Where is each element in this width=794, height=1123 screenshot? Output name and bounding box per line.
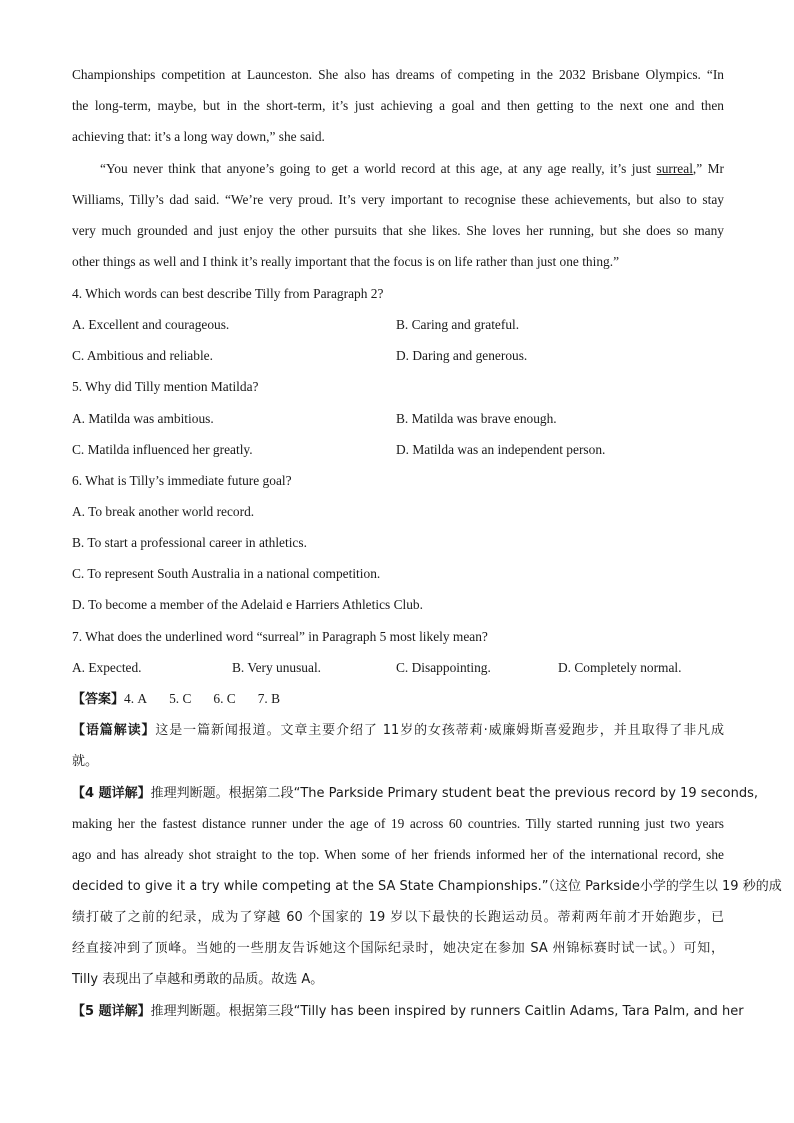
- question-stem: 6. What is Tilly’s immediate future goal?: [72, 473, 292, 488]
- answer-label: 【答案】: [72, 692, 125, 707]
- passage-line: very much grounded and just enjoy the other pursuits that she likes. She loves her running, but she does so many: [72, 223, 724, 238]
- option-6d: D. To become a member of the Adelaid e Harriers Athletics Club.: [72, 597, 423, 612]
- detail-line: 【5 题详解】推理判断题。根据第三段“Tilly has been inspired by runners Caitlin Adams, Tara Palm, and her: [72, 1004, 744, 1019]
- option-6a: A. To break another world record.: [72, 504, 255, 519]
- option-7a: A. Expected.: [72, 660, 142, 675]
- option-7d: D. Completely normal.: [558, 660, 682, 675]
- option-4d: D. Daring and generous.: [396, 348, 528, 363]
- option-6c: C. To represent South Australia in a national competition.: [72, 566, 381, 581]
- option-5b: B. Matilda was brave enough.: [396, 411, 557, 426]
- analysis-label: 【语篇解读】: [72, 723, 156, 738]
- option-4c: C. Ambitious and reliable.: [72, 348, 213, 363]
- passage-line: other things as well and I think it’s really important that the focus is on life rather than just one thing.”: [72, 254, 620, 269]
- analysis-line: 就。: [72, 754, 99, 769]
- detail-line: 绩打破了之前的纪录，成为了穿越 60 个国家的 19 岁以下最快的长跑运动员。蒂莉两年前才开始跑步，已: [72, 910, 724, 925]
- passage-line: Championships competition at Launceston. She also has dreams of competing in the 2032 Brisbane Olympics. “In: [72, 67, 724, 82]
- underlined-word: surreal: [656, 161, 693, 176]
- detail-line: 经直接冲到了顶峰。当她的一些朋友告诉她这个国际纪录时，她决定在参加 SA 州锦标赛时试一试。）可知，: [72, 941, 724, 956]
- detail5-label: 【5 题详解】: [72, 1004, 151, 1019]
- passage-line: achieving that: it’s a long way down,” she said.: [72, 129, 325, 144]
- option-4a: A. Excellent and courageous.: [72, 317, 230, 332]
- question-stem: 7. What does the underlined word “surreal” in Paragraph 5 most likely mean?: [72, 629, 488, 644]
- question-stem: 4. Which words can best describe Tilly from Paragraph 2?: [72, 286, 384, 301]
- passage-line: the long-term, maybe, but in the short-term, it’s just achieving a goal and then getting to the next one and then: [72, 98, 724, 113]
- option-7b: B. Very unusual.: [232, 660, 322, 675]
- option-5a: A. Matilda was ambitious.: [72, 411, 214, 426]
- detail-line: ago and has already shot straight to the top. When some of her friends informed her of the international record, she: [72, 847, 724, 862]
- option-5c: C. Matilda influenced her greatly.: [72, 442, 253, 457]
- passage-line: “You never think that anyone’s going to get a world record at this age, at any age really, it’s just surreal,” Mr: [100, 161, 724, 176]
- option-6b: B. To start a professional career in athletics.: [72, 535, 307, 550]
- detail-line: Tilly 表现出了卓越和勇敢的品质。故选 A。: [72, 972, 324, 987]
- option-5d: D. Matilda was an independent person.: [396, 442, 606, 457]
- option-4b: B. Caring and grateful.: [396, 317, 520, 332]
- option-7c: C. Disappointing.: [396, 660, 491, 675]
- detail-line: making her the fastest distance runner under the age of 19 across 60 countries. Tilly started running just two years: [72, 816, 724, 831]
- detail4-label: 【4 题详解】: [72, 786, 151, 801]
- question-stem: 5. Why did Tilly mention Matilda?: [72, 379, 259, 394]
- detail-line: 【4 题详解】推理判断题。根据第二段“The Parkside Primary student beat the previous record by 19 seconds,: [72, 786, 758, 801]
- analysis-line: 【语篇解读】这是一篇新闻报道。文章主要介绍了 11岁的女孩蒂莉·威廉姆斯喜爱跑步，并且取得了非凡成: [72, 723, 724, 738]
- passage-line: Williams, Tilly’s dad said. “We’re very proud. It’s very important to recognise these achievements, but also to stay: [72, 192, 724, 207]
- detail-line: decided to give it a try while competing at the SA State Championships.”（这位 Parkside小学的学生以 19 秒的成: [72, 879, 782, 894]
- answer-line: 【答案】4. A 5. C 6. C 7. B: [72, 691, 281, 707]
